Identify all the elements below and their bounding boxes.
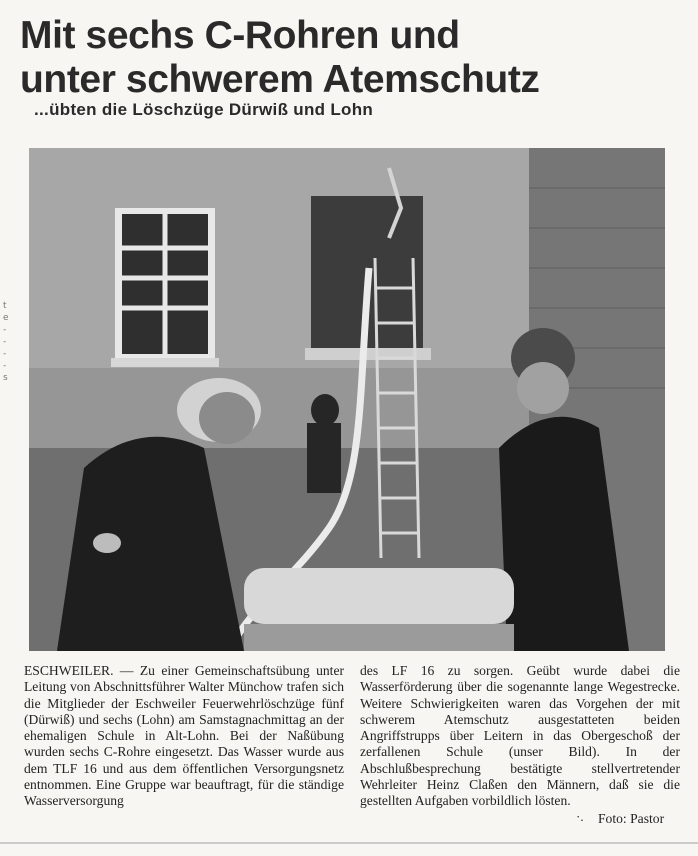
hose-reel — [244, 568, 514, 651]
window — [111, 208, 219, 367]
credit-mark: ·. — [576, 809, 584, 824]
margin-mark: e — [3, 313, 9, 323]
margin-mark: s — [3, 373, 8, 383]
margin-mark: - — [3, 361, 7, 371]
margin-mark: - — [3, 349, 7, 359]
headline — [20, 14, 670, 102]
margin-mark: - — [3, 325, 7, 335]
article-column-left: ESCHWEILER. — Zu einer Gemeinschaftsübung unter Leitung von Abschnittsführer Walter Münchow trafen sich die Mitglieder der Eschweiler Feuerwehrlöschzüge fünf (Dürwiß) und sechs (Lohn) am Samstagnachmittag an der ehemaligen Schule in Alt-Lohn. Bei der Naßübung wurden sechs C-Rohre eingesetzt. Das Wasser wurde aus dem TLF 16 und aus dem öffentlichen Versorgungsnetz entnommen. Eine Gruppe war beauftragt, für die ständige Wasserversorgung — [24, 663, 344, 809]
margin-mark: - — [3, 337, 7, 347]
firefighter-center — [307, 394, 341, 493]
photo-credit: Foto: Pastor — [598, 811, 665, 826]
headline-line-2: unter schwerem Atemschutz — [20, 58, 540, 101]
article-column-right: des LF 16 zu sorgen. Geübt wurde dabei die Wasserförderung über die sogenannte lange Wegestrecke. Weitere Schwierigkeiten waren das Vorgehen der mit schwerem Atemschutz ausgestatteten beiden Angriffstrupps über Leitern in das Obergeschoß der zerfallenen Schule (unser Bild). In der Abschlußbesprechung bestätigte stellvertretender Wehrleiter Heinz Claßen den Männern, daß sie die gestellten Aufgaben vorbildlich lösten. — [360, 663, 680, 809]
margin-marks — [3, 300, 11, 384]
margin-mark: t — [3, 301, 7, 311]
subheadline: ...übten die Löschzüge Dürwiß und Lohn — [34, 100, 374, 119]
page-edge — [0, 842, 698, 844]
photo-firefighters-drill — [29, 148, 665, 651]
headline-line-1: Mit sechs C-Rohren und — [20, 14, 460, 57]
